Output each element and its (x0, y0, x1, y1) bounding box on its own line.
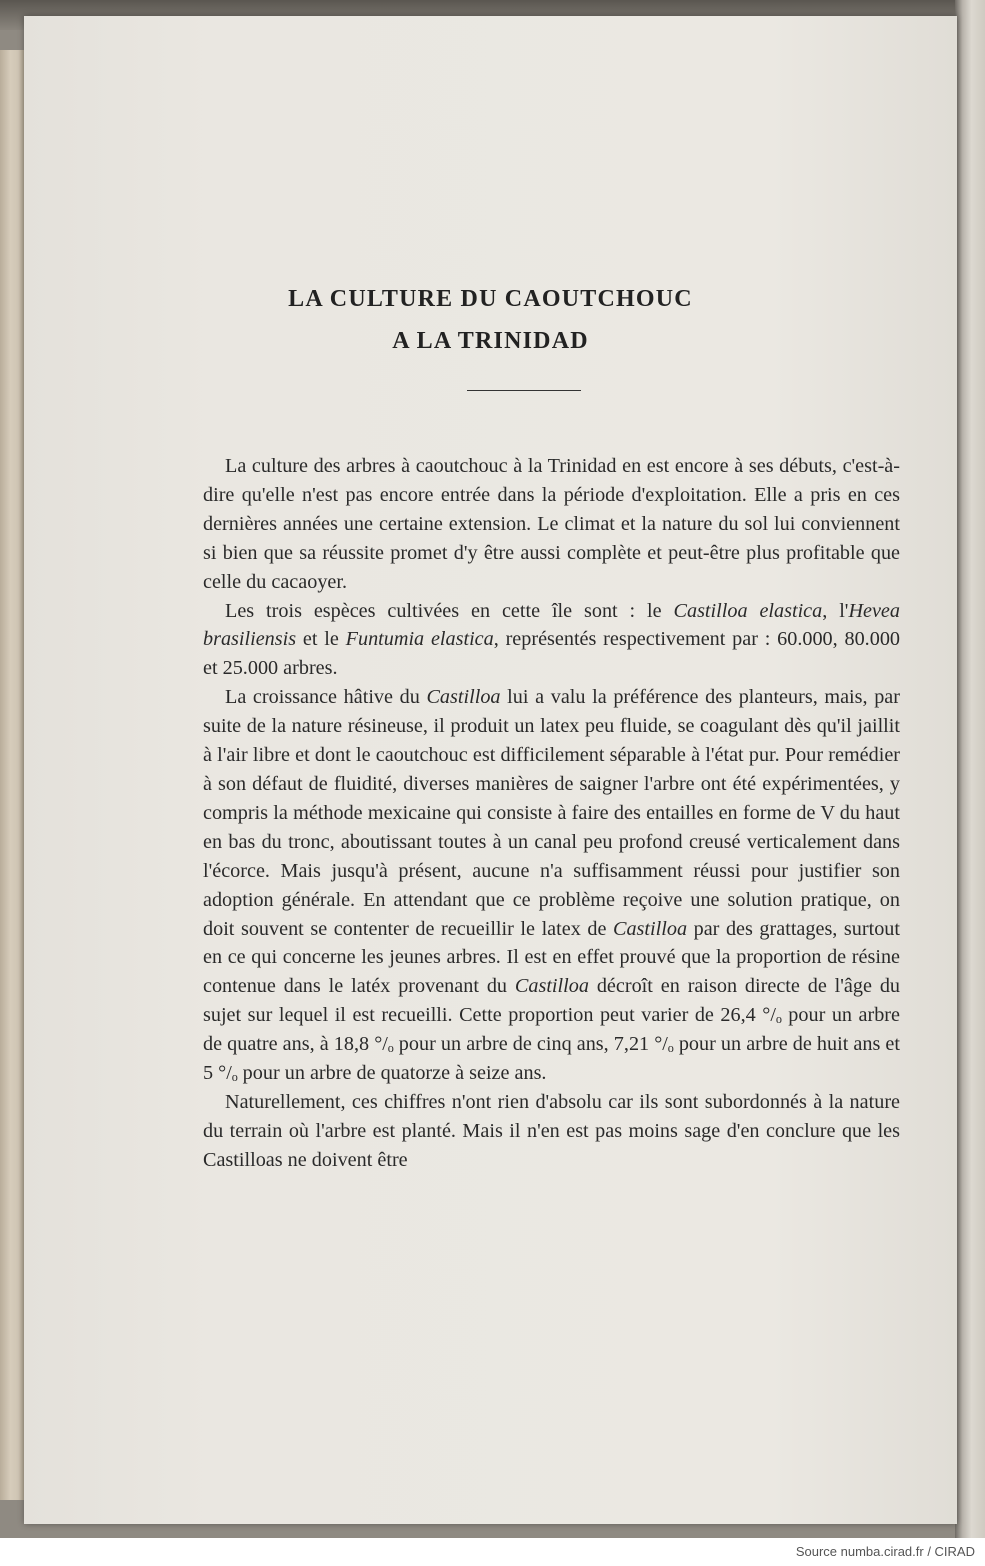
article-body (203, 452, 900, 1175)
book-right-edge (955, 0, 985, 1538)
species-name: Castilloa elastica (673, 599, 823, 622)
text-span: , l' (822, 599, 849, 622)
paragraph-2 (203, 597, 900, 684)
species-name: Castilloa (613, 917, 688, 940)
text-span: décroît en raison directe de l'âge du sujet sur lequel il est recueilli. Cette proportion peut varier de 26,4 °/ₒ pour un arbre de quatre ans, à 18,8 °/ₒ pour un arbre de cinq ans, 7,21 °/ₒ pour un arbre de huit ans et 5 °/ₒ pour un arbre de quatorze à seize ans. (203, 975, 901, 1085)
text-span: et le (296, 628, 346, 651)
text-span: , représentés respectivement par : 60.000, 80.000 et 25.000 arbres. (203, 628, 901, 680)
article-title-line-1: LA CULTURE DU CAOUTCHOUC (288, 286, 693, 312)
paragraph-4: Naturellement, ces chiffres n'ont rien d'absolu car ils sont subordonnés à la nature du terrain où l'arbre est planté. Mais il n'en est pas moins sage d'en conclure que les Castilloas ne doivent être (203, 1090, 900, 1171)
species-name: Hevea brasiliensis (203, 599, 900, 651)
source-credit: Source numba.cirad.fr / CIRAD (795, 1544, 975, 1559)
paragraph-3 (203, 683, 900, 1088)
scanned-page (24, 16, 957, 1524)
species-name: Funtumia elastica (345, 628, 494, 651)
footer-bar (0, 1538, 985, 1566)
text-span: Les trois espèces cultivées en cette île sont : le (225, 599, 674, 622)
text-span: lui a valu la préférence des planteurs, mais, par suite de la nature résineuse, il produit un latex peu fluide, se coagulant dès qu'il jaillit à l'air libre et dont le caoutchouc est difficilement séparable à l'état pur. Pour remédier à son défaut de fluidité, diverses manières de saigner l'arbre ont été expérimentées, y compris la méthode mexicaine qui consiste à faire des entailles en forme de V du haut en bas du tronc, aboutissant toutes à un canal peu profond creusé verticalement dans l'écorce. Mais jusqu'à présent, aucune n'a suffisamment réussi pour justifier son adoption générale. En attendant que ce problème reçoive une solution pratique, on doit souvent se contenter de recueillir le latex de (203, 686, 900, 940)
text-span: par des grattages, surtout en ce qui concerne les jeunes arbres. Il est en effet prouvé que la proportion de résine contenue dans le latéx provenant du (203, 917, 900, 998)
text-span: La croissance hâtive du (225, 686, 427, 709)
article-title-line-2: A LA TRINIDAD (392, 328, 589, 354)
species-name: Castilloa (514, 975, 589, 998)
book-left-edge (0, 50, 26, 1500)
species-name: Castilloa (426, 686, 501, 709)
page-content (24, 16, 957, 1524)
paragraph-1: La culture des arbres à caoutchouc à la Trinidad en est encore à ses débuts, c'est-à-dire qu'elle n'est pas encore entrée dans la période d'exploitation. Elle a pris en ces dernières années une certaine extension. Le climat et la nature du sol lui conviennent si bien que sa réussite promet d'y être aussi complète et peut-être plus profitable que celle du cacaoyer. (203, 455, 900, 593)
title-rule (467, 390, 581, 391)
